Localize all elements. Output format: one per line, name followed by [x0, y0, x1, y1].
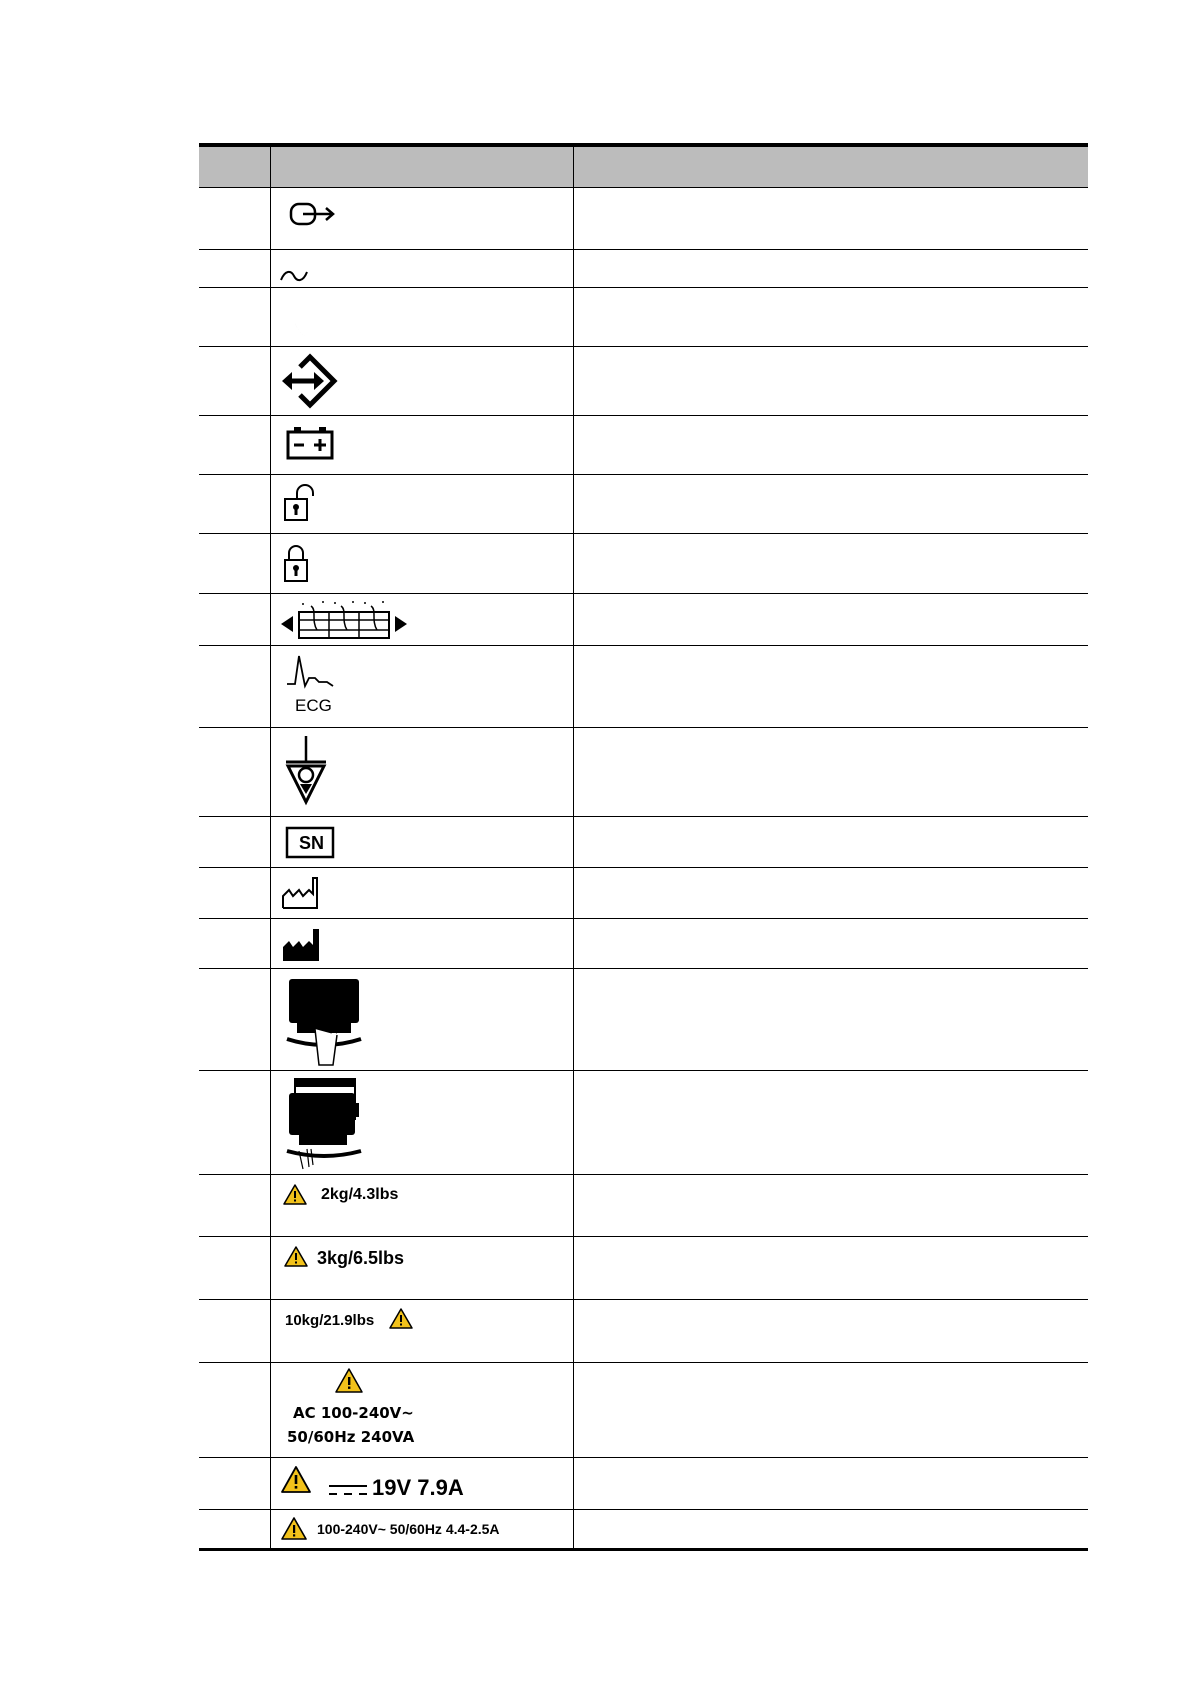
table-row — [199, 1071, 1088, 1175]
table-row — [199, 1458, 1088, 1510]
header-description — [574, 147, 1088, 187]
network-port-icon — [282, 355, 342, 415]
warning-icon — [389, 1307, 419, 1333]
probe-socket-icon — [281, 600, 411, 640]
ecg-icon — [285, 652, 345, 692]
power-input-label: 100-240V~ 50/60Hz 4.4-2.5A — [317, 1521, 500, 1537]
table-row — [199, 919, 1088, 969]
monitor-tilt-icon — [287, 1079, 367, 1174]
table-row — [199, 817, 1088, 868]
header-symbol — [271, 147, 572, 187]
weight-label: 2kg/4.3lbs — [321, 1186, 399, 1203]
warning-icon — [281, 1465, 315, 1495]
date-of-manufacture-icon — [281, 874, 331, 914]
monitor-handle-icon — [287, 979, 367, 1069]
warning-icon — [283, 1183, 313, 1209]
weight-label: 10kg/21.9lbs — [285, 1312, 375, 1329]
unlock-icon — [283, 483, 323, 533]
table-row — [199, 288, 1088, 347]
table-header — [199, 147, 1088, 188]
battery-icon — [286, 426, 346, 466]
table-row — [199, 347, 1088, 416]
equipotentiality-icon — [284, 736, 344, 816]
warning-icon — [281, 1516, 311, 1542]
table-row — [199, 868, 1088, 919]
table-row — [199, 1175, 1088, 1237]
power-rating-line2: 50/60Hz 240VA — [287, 1428, 415, 1446]
manufacturer-icon — [281, 925, 331, 965]
table-row — [199, 646, 1088, 728]
warning-icon — [335, 1367, 369, 1397]
table-row — [199, 416, 1088, 475]
standby-moon-icon — [287, 292, 347, 342]
weight-label: 3kg/6.5lbs — [317, 1248, 405, 1268]
serial-number-label: SN — [299, 833, 325, 853]
table-row — [199, 728, 1088, 817]
table-row — [199, 1363, 1088, 1458]
power-rating-line1: AC 100-240V~ — [293, 1404, 414, 1422]
table-row — [199, 250, 1088, 288]
table-row — [199, 594, 1088, 646]
dc-rating-label: 19V 7.9A — [372, 1475, 464, 1500]
warning-icon — [284, 1245, 314, 1271]
table-row — [199, 534, 1088, 594]
table-row — [199, 969, 1088, 1071]
table-row — [199, 475, 1088, 534]
symbol-table — [199, 143, 1088, 1551]
table-row — [199, 1237, 1088, 1300]
direct-current-icon — [327, 1483, 371, 1499]
header-no — [199, 147, 270, 187]
ecg-label: ECG — [295, 696, 332, 715]
table-row — [199, 1300, 1088, 1363]
video-output-icon — [289, 198, 349, 248]
table-row — [199, 1510, 1088, 1551]
table-row — [199, 188, 1088, 250]
lock-icon — [283, 544, 323, 594]
